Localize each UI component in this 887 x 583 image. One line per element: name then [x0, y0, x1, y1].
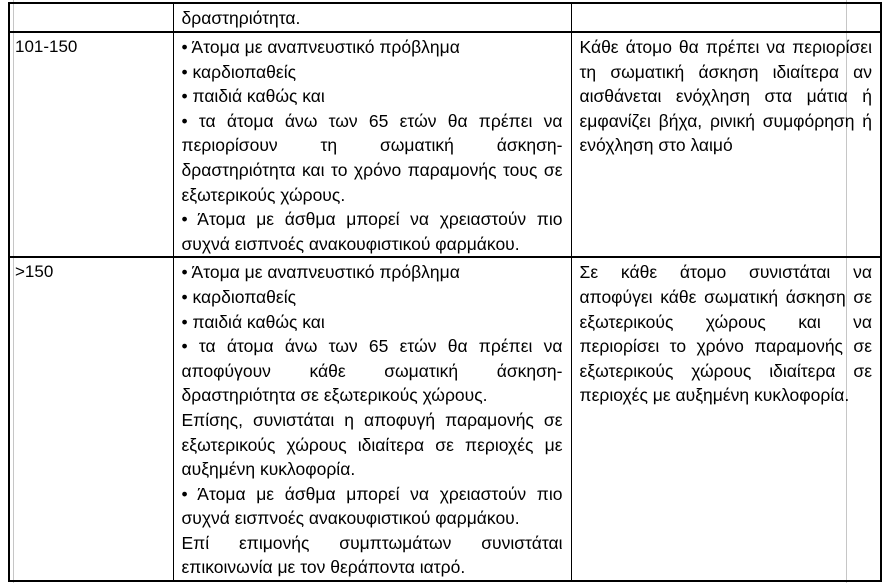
text-paragraph: Επί επιμονής συμπτωμάτων συνιστάται επικοινωνία με τον θεράποντα ιατρό. — [181, 532, 563, 578]
recommendation-text: Σε κάθε άτομο συνιστάται να αποφύγει κάθε σωματική άσκηση σε εξωτερικούς χώρους και να περιορίσει το χρόνο παραμονής σε εξωτερικούς χώρους ιδιαίτερα σε περιοχές με αυξημένη κυκλοφορία. — [579, 262, 872, 406]
bullet-item: • παιδιά καθώς και — [181, 311, 325, 332]
bullet-item: • Άτομα με άσθμα μπορεί να χρειαστούν πιο συχνά εισπνοές ανακουφιστικού φαρμάκου. — [181, 209, 563, 254]
cell-affected-groups — [173, 257, 571, 581]
bullet-item: • καρδιοπαθείς — [181, 286, 297, 307]
text-paragraph: Επίσης, συνιστάται η αποφυγή παραμονής σε εξωτερικούς χώρους ιδιαίτερα σε περιοχές με αυξημένη κυκλοφορία. — [181, 409, 563, 480]
cell-aqi-range — [9, 32, 173, 257]
bullet-item: • Άτομα με αναπνευστικό πρόβλημα — [181, 37, 460, 57]
table-row-partial — [9, 3, 881, 32]
cell-aqi-range-empty — [9, 3, 173, 32]
bullet-item: • παιδιά καθώς και — [181, 86, 325, 107]
continuation-text: δραστηριότητα. — [181, 8, 301, 28]
bullet-item: • Άτομα με άσθμα μπορεί να χρειαστούν πιο συχνά εισπνοές ανακουφιστικού φαρμάκου. — [181, 483, 563, 529]
cell-advice-empty — [571, 3, 881, 32]
cell-groups-continuation — [173, 3, 571, 32]
bullet-item: • Άτομα με αναπνευστικό πρόβλημα — [181, 262, 460, 283]
bullet-item: • τα άτομα άνω των 65 ετών θα πρέπει να αποφύγουν κάθε σωματική άσκηση-δραστηριότητα σε εξωτερικούς χώρους. — [181, 336, 563, 406]
recommendation-text: Κάθε άτομο θα πρέπει να περιορίσει τη σωματική άσκηση ιδιαίτερα αν αισθάνεται ενόχληση στα μάτια ή εμφανίζει βήχα, ρινική συμφόρηση ή ενόχληση στο λαιμό — [579, 37, 872, 156]
cell-recommendation — [571, 32, 881, 257]
table-row-over-150 — [9, 257, 881, 581]
cell-recommendation — [571, 257, 881, 581]
bullet-item: • τα άτομα άνω των 65 ετών θα πρέπει να περιορίσουν τη σωματική άσκηση-δραστηριότητα και το χρόνο παραμονής τους σε εξωτερικούς χώρους. — [181, 110, 563, 205]
air-quality-guidance-table — [8, 2, 882, 582]
aqi-range-value: 101-150 — [15, 37, 78, 56]
bullet-item: • καρδιοπαθείς — [181, 61, 297, 82]
cell-affected-groups — [173, 32, 571, 257]
cell-aqi-range — [9, 257, 173, 581]
table-row-101-150 — [9, 32, 881, 257]
aqi-range-value: >150 — [15, 262, 54, 282]
